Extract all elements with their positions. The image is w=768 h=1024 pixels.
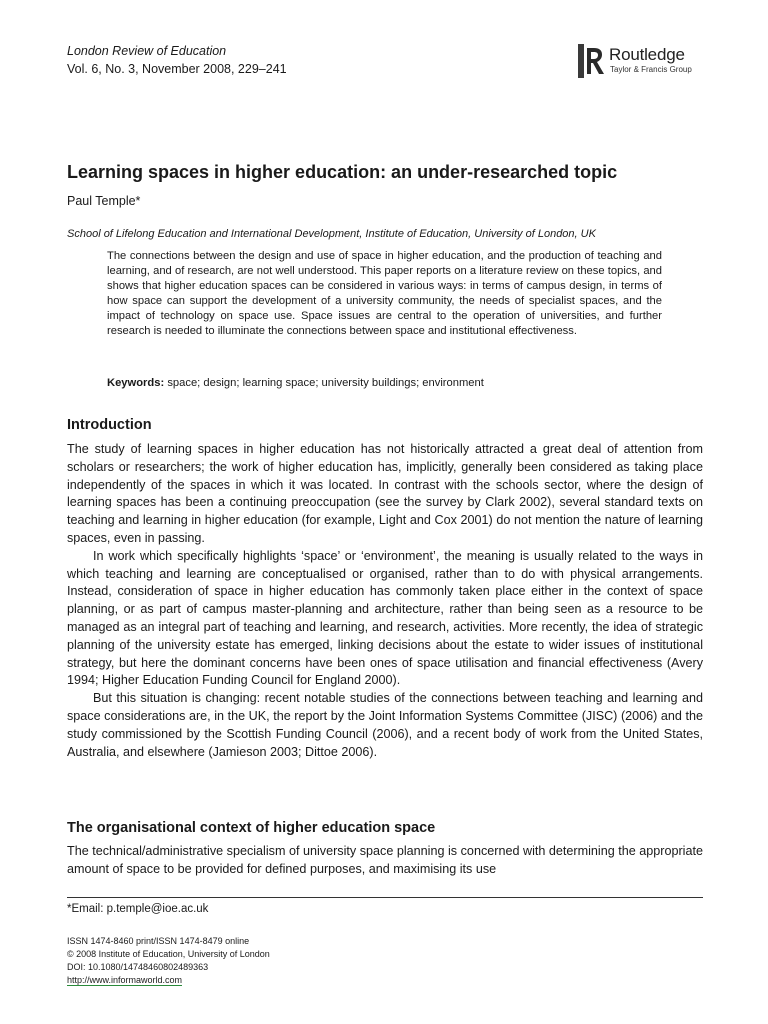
copyright: © 2008 Institute of Education, University of London	[67, 949, 270, 959]
paragraph: But this situation is changing: recent notable studies of the connections between teaching and learning and space considerations are, in the UK, the report by the Joint Information Systems Committee (JISC) (2006) and the study commissioned by the Scottish Funding Council (2006), and a recent body of work from the United States, Australia, and elsewhere (Jamieson 2003; Dittoe 2006).	[67, 691, 703, 759]
article-title: Learning spaces in higher education: an under-researched topic	[67, 162, 618, 182]
section-heading-organisational-context: The organisational context of higher education space	[67, 820, 436, 836]
author-name: Paul Temple*	[67, 194, 141, 208]
publisher-name: Routledge	[609, 45, 685, 64]
paragraph: The technical/administrative specialism of university space planning is concerned with determining the appropriate amount of space to be provided for defined purposes, and maximising its use	[67, 844, 703, 876]
publisher-url-link[interactable]: http://www.informaworld.com	[67, 975, 183, 985]
issn: ISSN 1474-8460 print/ISSN 1474-8479 online	[67, 936, 250, 946]
volume-info: Vol. 6, No. 3, November 2008, 229–241	[67, 62, 287, 76]
keywords-label: Keywords:	[107, 377, 165, 389]
organisational-context-body	[67, 843, 703, 879]
routledge-logo-icon	[578, 44, 604, 78]
author-affiliation: School of Lifelong Education and International Development, Institute of Education, University of London, UK	[67, 228, 596, 240]
publisher-logo	[578, 44, 706, 80]
paragraph: In work which specifically highlights ‘space’ or ‘environment’, the meaning is usually related to the ways in which teaching and learning are conceptualised or organised, rather than to do with physical arrangements. Instead, consideration of space in higher education has commonly taken place either in the context of space planning, or as part of campus master-planning and architecture, rather than being seen as a resource to be managed as an integral part of teaching and learning, and research, activities. More recently, the idea of strategic planning of the university estate has emerged, linking decisions about the estate to wider issues of institutional strategy, but here the dominant concerns have been ones of space utilisation and financial effectiveness (Avery 1994; Higher Education Funding Council for England 2000).	[67, 548, 703, 688]
doi: DOI: 10.1080/14748460802489363	[67, 962, 209, 972]
abstract: The connections between the design and use of space in higher education, and the production of teaching and learning, and of research, are not well understood. This paper reports on a literature review on these topics, and shows that higher education spaces can be considered in various ways: in terms of campus design, in terms of how space can support the development of a university community, the needs of specialist spaces, and the impact of technology on space use. Space issues are central to the operation of universities, and further research is needed to illuminate the connections between space and institutional effectiveness.	[107, 250, 662, 338]
journal-citation	[67, 42, 287, 78]
keywords	[107, 376, 484, 391]
paragraph: The study of learning spaces in higher education has not historically attracted a great deal of attention from scholars or researchers; the work of higher education has, implicitly, generally been considered as taking place independently of the spaces in which it was located. In contrast with the schools sector, where the design of learning spaces has been a continuing preoccupation (see the survey by Clark 2002), several standard texts on teaching and learning in higher education (for example, Light and Cox 2001) do not mention the nature of learning spaces, even in passing.	[67, 442, 703, 545]
footnote-email: *Email: p.temple@ioe.ac.uk	[67, 903, 209, 915]
section-heading-introduction: Introduction	[67, 417, 152, 433]
introduction-body	[67, 441, 703, 761]
keywords-list: space; design; learning space; university buildings; environment	[167, 377, 484, 389]
publisher-group: Taylor & Francis Group	[610, 65, 692, 74]
footnote-divider	[67, 897, 703, 898]
imprint	[67, 935, 270, 987]
journal-name: London Review of Education	[67, 44, 227, 58]
